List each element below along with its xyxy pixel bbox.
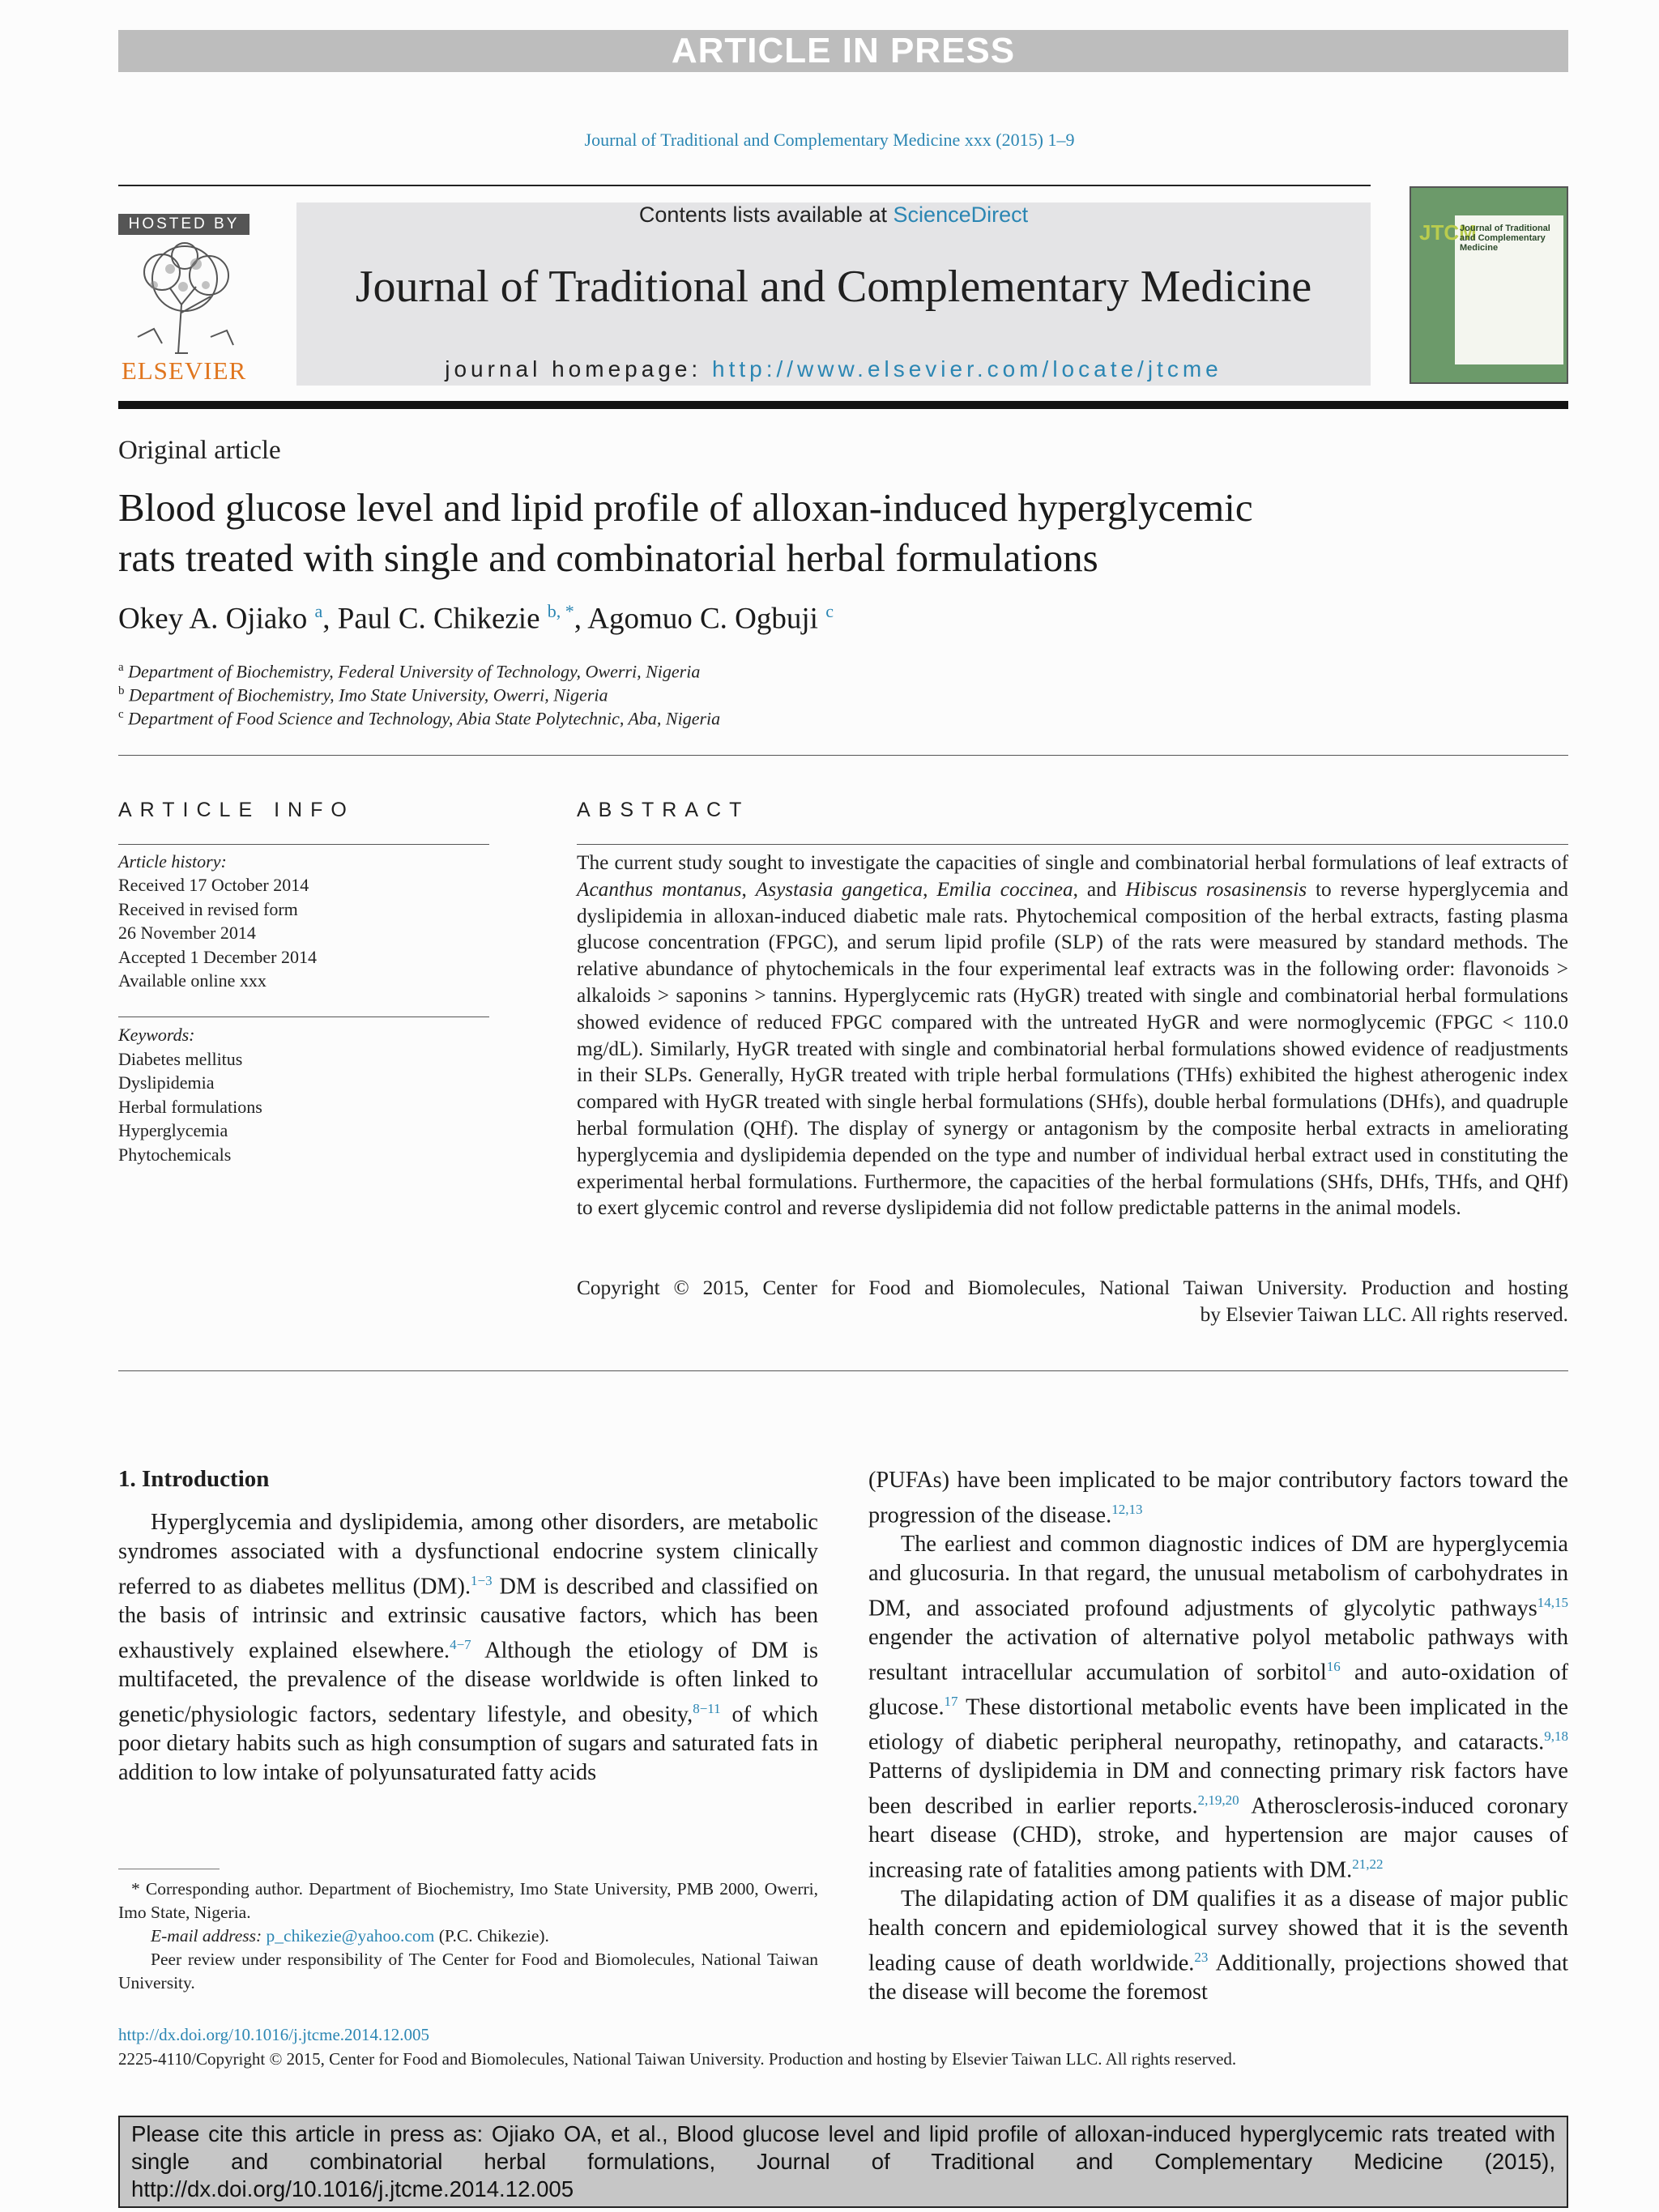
affiliation-text: Department of Biochemistry, Federal University of Technology, Owerri, Nigeria: [128, 661, 701, 682]
affiliation: [118, 661, 700, 682]
body-text: and auto-oxidation of glucose.: [868, 1660, 1568, 1720]
homepage-prefix: journal homepage:: [445, 356, 712, 381]
header-thick-rule: [118, 401, 1568, 409]
body-text: The earliest and common diagnostic indices of DM are hyperglycemia and glucosuria. In that regard, the unusual metabolism of carbohydrates in DM, and associated profound adjustments of glycolytic pathways: [868, 1532, 1568, 1622]
keyword: Diabetes mellitus: [118, 1049, 243, 1069]
body-text: (PUFAs) have been implicated to be major contributory factors toward the progression of the disease.: [868, 1468, 1568, 1528]
body-text: engender the activation of alternative polyol metabolic pathways with resultant intracellular accumulation of sorbitol: [868, 1624, 1568, 1686]
author-name: Okey A. Ojiako: [118, 602, 308, 636]
affiliation-marker: b: [118, 684, 125, 697]
affiliation: [118, 684, 608, 705]
info-rule: [118, 844, 489, 845]
body-text: These distortional metabolic events have been implicated in the etiology of diabetic peripheral neuropathy, retinopathy, and cataracts.: [868, 1694, 1568, 1755]
body-text: Patterns of dyslipidemia in DM and connecting primary risk factors have been described in earlier reports.: [868, 1758, 1568, 1819]
article-type: Original article: [118, 436, 281, 465]
author-name: Paul C. Chikezie: [337, 602, 540, 636]
email-note: [118, 1924, 818, 1948]
species-name: Acanthus montanus: [577, 877, 742, 901]
author-affiliation-ref[interactable]: a: [314, 601, 323, 621]
journal-reference-link[interactable]: Journal of Traditional and Complementary Medicine xxx (2015) 1–9: [584, 130, 1075, 150]
affiliation-marker: c: [118, 708, 124, 721]
history-item: Received in revised form: [118, 899, 298, 919]
affiliation-marker: a: [118, 661, 124, 674]
copyright-line: by Elsevier Taiwan LLC. All rights reserved.: [1200, 1302, 1568, 1326]
citation-ref[interactable]: 2,19,20: [1197, 1792, 1239, 1809]
homepage-link[interactable]: http://www.elsevier.com/locate/jtcme: [712, 356, 1222, 381]
info-rule: [118, 1016, 489, 1017]
article-title: [118, 483, 1414, 583]
peer-review-note: Peer review under responsibility of The Center for Food and Biomolecules, National Taiwan University.: [118, 1950, 818, 1993]
contents-prefix: Contents lists available at: [638, 202, 893, 227]
title-line-2: rats treated with single and combinatorial herbal formulations: [118, 535, 1098, 580]
author-affiliation-ref[interactable]: b, *: [547, 601, 574, 621]
journal-title: Journal of Traditional and Complementary Medicine: [355, 262, 1312, 312]
body-text: Additionally, projections showed that the disease will become the foremost: [868, 1950, 1569, 2005]
divider-rule: [118, 755, 1568, 756]
abstract-copyright: [577, 1275, 1568, 1328]
journal-cover-thumbnail[interactable]: [1410, 186, 1568, 384]
body-text: Hyperglycemia and dyslipidemia, among other disorders, are metabolic syndromes associated with a dysfunctional endocrine system clinically referred to as diabetes mellitus (DM).: [118, 1510, 818, 1600]
hosted-by-label: HOSTED BY: [118, 214, 249, 235]
citation-ref[interactable]: 16: [1326, 1658, 1341, 1674]
body-text: Although the etiology of DM is multifaceted, the prevalence of the disease worldwide is often linked to genetic/physiologic factors, sedentary lifestyle, and obesity,: [118, 1638, 819, 1728]
keyword: Herbal formulations: [118, 1097, 262, 1117]
divider-rule: [118, 1370, 1568, 1371]
article-in-press-banner: ARTICLE IN PRESS: [118, 30, 1568, 72]
doi-link[interactable]: http://dx.doi.org/10.1016/j.jtcme.2014.12.005: [118, 2025, 430, 2044]
history-label: Article history:: [118, 851, 227, 872]
body-text: Atherosclerosis-induced coronary heart disease (CHD), stroke, and hypertension are major causes of increasing rate of fatalities among patients with DM.: [868, 1793, 1569, 1883]
abstract-text: [577, 850, 1568, 1221]
history-item: Available online xxx: [118, 970, 267, 991]
abstract-fragment: to reverse hyperglycemia and dyslipidemia in alloxan-induced diabetic male rats. Phytochemical composition of the herbal extracts, fasting plasma glucose concentration (FPGC), and serum lipid profile (SLP) of the rats were measured by standard methods. The relative abundance of phytochemicals in the four experimental leaf extracts was in the following order: flavonoids > alkaloids > saponins > tannins. Hyperglycemic rats (HyGR) treated with single and combinatorial herbal formulations showed evidence of reduced FPGC compared with the untreated HyGR and were normoglycemic (FPGC < 110.0 mg/dL). Similarly, HyGR treated with single and combinatorial herbal formulations showed evidence of readjustments in their SLPs. Generally, HyGR treated with triple herbal formulations (THfs) exhibited the highest atherogenic index compared with HyGR treated with single herbal formulations (SHfs), double herbal formulations (DHfs), and quadruple herbal formulation (QHf). The display of synergy or antagonism by the composite herbal extracts in ameliorating hyperglycemia and dyslipidemia depended on the type and number of individual herbal extract used in constituting the experimental herbal formulations. Furthermore, the capacities of the herbal formulations (SHfs, DHfs, THfs, and QHf) to exert glycemic control and reverse dyslipidemia did not follow predictable patterns in the animal models.: [577, 877, 1568, 1220]
author-name: Agomuo C. Ogbuji: [587, 602, 818, 636]
title-line-1: Blood glucose level and lipid profile of alloxan-induced hyperglycemic: [118, 485, 1253, 530]
author-list: Okey A. Ojiako $^a$, Paul C. Chikezie $^{b, *}$, Agomuo C. Ogbuji $^c$: [118, 601, 834, 636]
species-name: Hibiscus rosasinensis: [1125, 877, 1307, 901]
citation-ref[interactable]: 21,22: [1352, 1856, 1384, 1873]
introduction-heading: 1. Introduction: [118, 1466, 270, 1492]
citation-ref[interactable]: 17: [944, 1693, 958, 1709]
header-top-rule: [118, 185, 1371, 186]
cover-title: Journal of Traditional and Complementary Medicine: [1460, 224, 1550, 253]
email-suffix: (P.C. Chikezie).: [434, 1926, 549, 1946]
keyword: Dyslipidemia: [118, 1072, 215, 1093]
abstract-rule: [577, 844, 1568, 845]
abstract-fragment: ,: [923, 877, 937, 901]
citation-ref[interactable]: 23: [1194, 1949, 1209, 1965]
citation-box: Please cite this article in press as: Ojiako OA, et al., Blood glucose level and lipid profile of alloxan-induced hyperglycemic rats treated with single and combinatorial herbal formulations, Journal of Traditional and Complementary Medicine (2015), http://dx.doi.org/10.1016/j.jtcme.2014.12.005: [118, 2116, 1568, 2208]
citation-ref[interactable]: 9,18: [1544, 1728, 1568, 1745]
body-column-left: [118, 1508, 818, 1787]
article-info-heading: ARTICLE INFO: [118, 799, 355, 821]
footnotes: [118, 1877, 818, 1995]
citation-ref[interactable]: 14,15: [1537, 1594, 1568, 1610]
history-item: Accepted 1 December 2014: [118, 947, 317, 967]
elsevier-tree-logo: [122, 240, 248, 355]
history-item: Received 17 October 2014: [118, 875, 309, 895]
history-item: 26 November 2014: [118, 923, 256, 943]
affiliation-text: Department of Biochemistry, Imo State University, Owerri, Nigeria: [129, 684, 608, 705]
affiliation: [118, 708, 720, 729]
citation-ref[interactable]: 1−3: [471, 1572, 493, 1588]
species-name: Asystasia gangetica: [755, 877, 923, 901]
cover-logo: JTCM: [1419, 220, 1477, 245]
body-column-right: [868, 1466, 1568, 2007]
keywords-label: Keywords:: [118, 1025, 195, 1045]
affiliation-text: Department of Food Science and Technology, Abia State Polytechnic, Aba, Nigeria: [128, 708, 721, 729]
copyright-line: Copyright © 2015, Center for Food and Biomolecules, National Taiwan University. Production and hosting: [577, 1276, 1568, 1299]
sciencedirect-link[interactable]: ScienceDirect: [893, 202, 1029, 227]
abstract-heading: ABSTRACT: [577, 799, 750, 821]
species-name: Emilia coccinea: [936, 877, 1073, 901]
contents-line: [296, 202, 1371, 228]
email-link[interactable]: p_chikezie@yahoo.com: [266, 1926, 435, 1946]
citation-ref[interactable]: 8−11: [693, 1700, 721, 1716]
issn-copyright-line: 2225-4110/Copyright © 2015, Center for Food and Biomolecules, National Taiwan University. Production and hosting by Elsevier Taiwan LLC. All rights reserved.: [118, 2049, 1237, 2069]
abstract-fragment: ,: [741, 877, 756, 901]
citation-ref[interactable]: 4−7: [450, 1636, 471, 1652]
journal-homepage: [296, 356, 1371, 382]
corresponding-author-note: * Corresponding author. Department of Biochemistry, Imo State University, PMB 2000, Owerri, Imo State, Nigeria.: [118, 1879, 818, 1922]
body-text: of which poor dietary habits such as high consumption of sugars and saturated fats in addition to low intake of polyunsaturated fatty acids: [118, 1702, 818, 1785]
abstract-fragment: , and: [1073, 877, 1126, 901]
keyword: Phytochemicals: [118, 1144, 232, 1165]
body-text: The dilapidating action of DM qualifies it as a disease of major public health concern and epidemiological survey showed that it is the seventh leading cause of death worldwide.: [868, 1886, 1568, 1976]
body-text: DM is described and classified on the basis of intrinsic and extrinsic causative factors, which has been exhaustively explained elsewhere.: [118, 1574, 818, 1664]
citation-ref[interactable]: 12,13: [1111, 1501, 1143, 1517]
author-affiliation-ref[interactable]: c: [825, 601, 834, 621]
abstract-fragment: The current study sought to investigate the capacities of single and combinatorial herbal formulations of leaf extracts of: [577, 851, 1568, 874]
email-label: E-mail address:: [151, 1926, 267, 1946]
keyword: Hyperglycemia: [118, 1120, 228, 1140]
elsevier-wordmark: ELSEVIER: [121, 356, 247, 385]
